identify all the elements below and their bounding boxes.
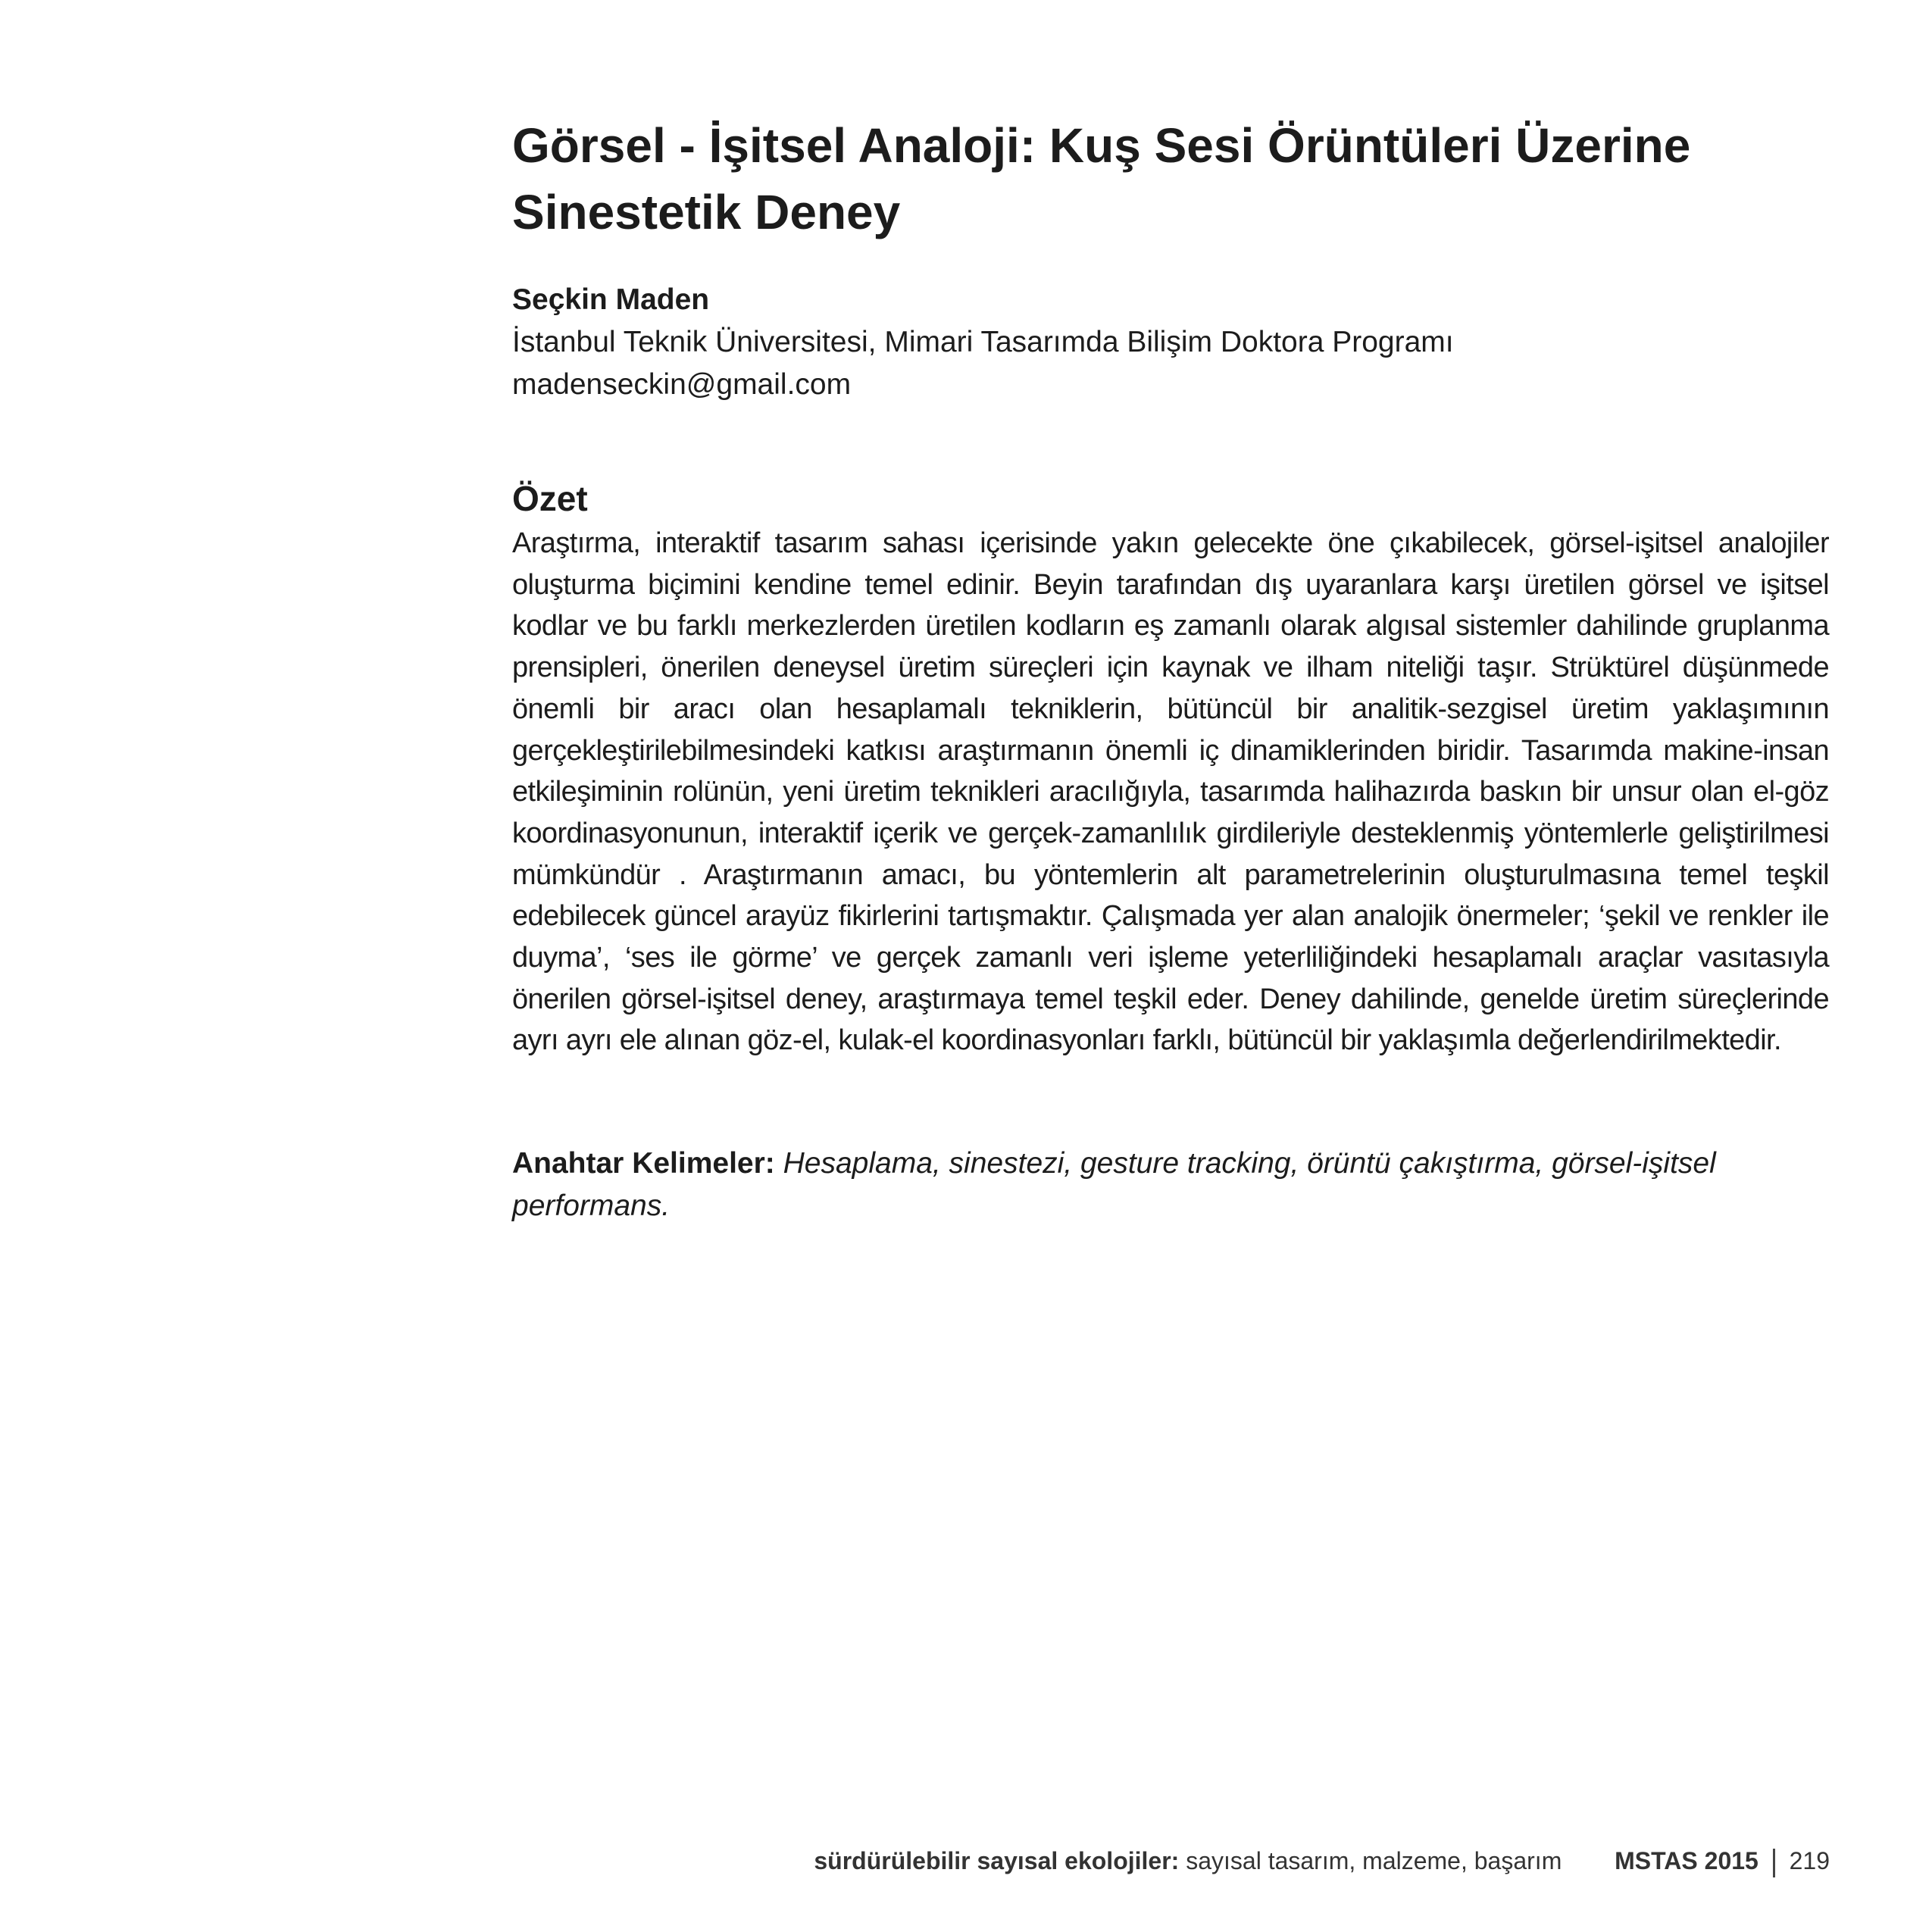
footer-series-rest: sayısal tasarım, malzeme, başarım [1186, 1847, 1562, 1874]
author-affiliation: İstanbul Teknik Üniversitesi, Mimari Tasarımda Bilişim Doktora Programı [512, 326, 1454, 358]
author-block [512, 279, 1694, 406]
footer-series-bold: sürdürülebilir sayısal ekolojiler: [814, 1847, 1180, 1874]
paper-title-line-1: Görsel - İşitsel Analoji: Kuş Sesi Örüntüleri Üzerine [512, 118, 1691, 173]
abstract-text: Araştırma, interaktif tasarım sahası içerisinde yakın gelecekte öne çıkabilecek, görsel-işitsel analojiler oluşturma biçimini kendine temel edinir. Beyin tarafından dış uyaranlara karşı üretilen görsel ve işitsel kodlar ve bu farklı merkezlerden üretilen kodların eş zamanlı olarak algısal sistemler dahilinde gruplanma prensipleri, önerilen deneysel üretim süreçleri için kaynak ve ilham niteliği taşır. Strüktürel düşünmede önemli bir aracı olan hesaplamalı tekniklerin, bütüncül bir analitik-sezgisel üretim yaklaşımının gerçekleştirilebilmesindeki katkısı araştırmanın önemli iç dinamiklerinden biridir. Tasarımda makine-insan etkileşiminin rolünün, yeni üretim teknikleri aracılığıyla, tasarımda halihazırda baskın bir unsur olan el-göz koordinasyonunun, interaktif içerik ve gerçek-zamanlılık girdileriyle desteklenmiş yöntemlerle geliştirilmesi mümkündür . Araştırmanın amacı, bu yöntemlerin alt parametrelerinin oluşturulmasına temel teşkil edebilecek güncel arayüz fikirlerini tartışmaktır. Çalışmada yer alan analojik önermeler; ‘şekil ve renkler ile duyma’, ‘ses ile görme’ ve gerçek zamanlı veri işleme yeterliliğindeki hesaplamalı araçlar vasıtasıyla önerilen görsel-işitsel deney, araştırmaya temel teşkil eder. Deney dahilinde, genelde üretim süreçlerinde ayrı ayrı ele alınan göz-el, kulak-el koordinasyonları farklı, bütüncül bir yaklaşımla değerlendirilmektedir. [512, 527, 1829, 1057]
keywords-values: Hesaplama, sinestezi, gesture tracking, örüntü çakıştırma, görsel-işitsel performans. [512, 1147, 1716, 1222]
author-email: madenseckin@gmail.com [512, 368, 852, 401]
footer-conference: MSTAS 2015 [1615, 1847, 1758, 1874]
author-name: Seçkin Maden [512, 283, 710, 316]
footer-page-number: 219 [1789, 1847, 1830, 1874]
keywords [512, 1143, 1724, 1227]
page-footer [814, 1844, 1830, 1877]
abstract-heading: Özet [512, 479, 588, 518]
footer-separator [1773, 1849, 1775, 1877]
paper-title-line-2: Sinestetik Deney [512, 185, 901, 239]
paper-title [512, 112, 1694, 245]
keywords-label: Anahtar Kelimeler: [512, 1147, 775, 1180]
